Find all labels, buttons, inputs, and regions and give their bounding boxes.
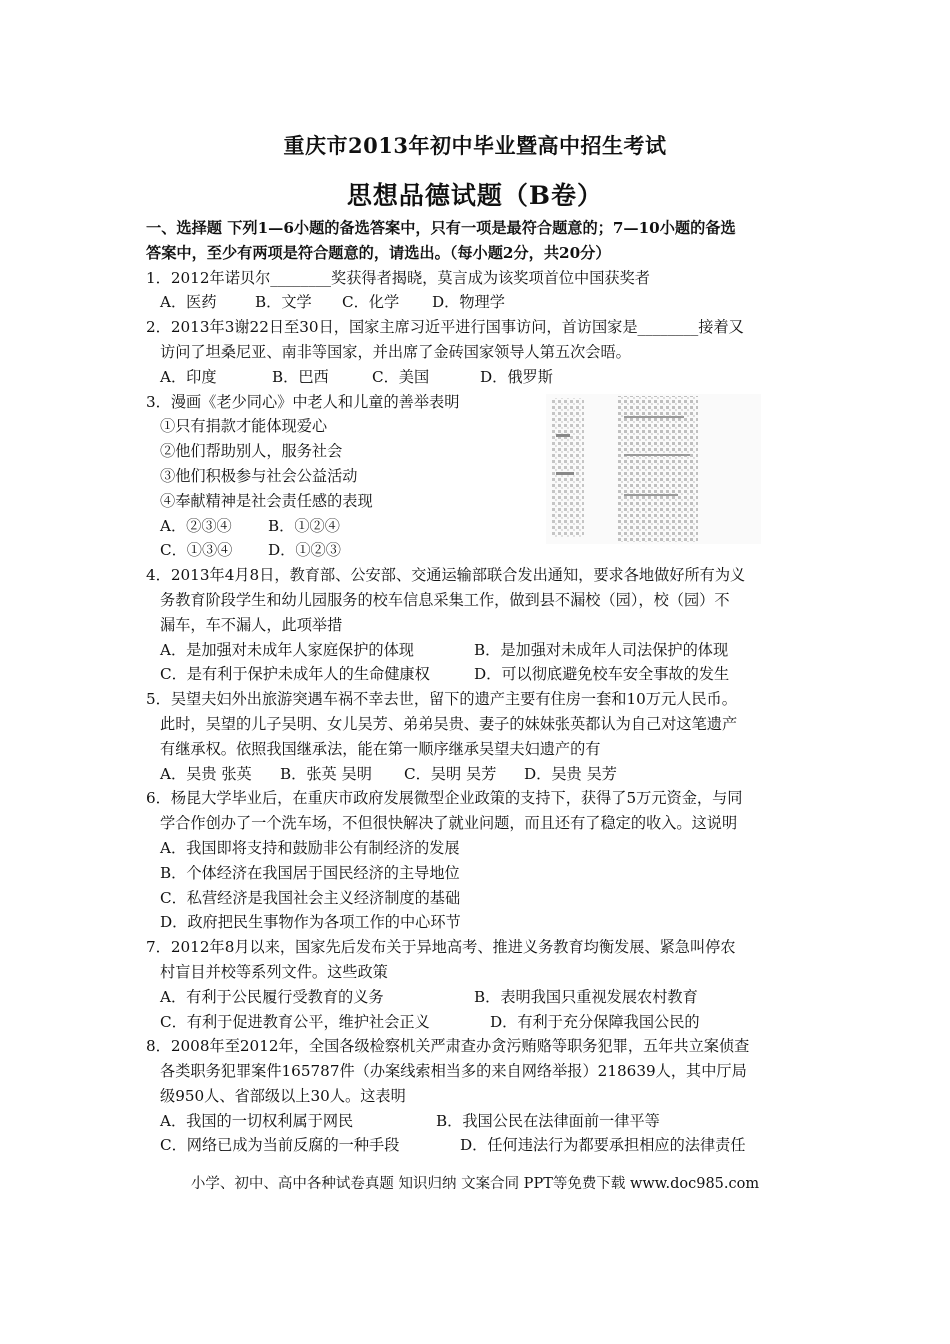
option-b: B．表明我国只重视发展农村教育 <box>474 987 698 1006</box>
question-4 <box>146 563 811 687</box>
question-6 <box>146 786 811 935</box>
question-stem: 此时，吴望的儿子吴明、女儿吴芳、弟弟吴贵、妻子的妹妹张英都认为自己对这笔遗产 <box>160 714 738 733</box>
statement-4: ④奉献精神是社会责任感的表现 <box>160 491 373 510</box>
options-row <box>146 1133 811 1158</box>
question-stem: 务教育阶段学生和幼儿园服务的校车信息采集工作，做到县不漏校（园），校（园）不 <box>160 590 730 609</box>
question-stem: 5．吴望夫妇外出旅游突遇车祸不幸去世，留下的遗产主要有住房一套和10万元人民币。 <box>146 690 737 709</box>
option-c: C．吴明 吴芳 <box>404 764 497 783</box>
options-row <box>146 662 811 687</box>
options-row <box>146 1010 811 1035</box>
option-a: A．我国即将支持和鼓励非公有制经济的发展 <box>160 838 460 857</box>
question-stem: 2．2013年3谢22日至30日，国家主席习近平进行国事访问，首访国家是________接着又 <box>146 318 744 337</box>
question-stem: 6．杨昆大学毕业后，在重庆市政府发展微型企业政策的支持下，获得了5万元资金，与同 <box>146 789 743 808</box>
option-b: B．我国公民在法律面前一律平等 <box>436 1111 660 1130</box>
option-a: A．是加强对未成年人家庭保护的体现 <box>160 640 414 659</box>
question-stem: 7．2012年8月以来，国家先后发布关于异地高考、推进义务教育均衡发展、紧急叫停农 <box>146 938 736 957</box>
option-c: C．①③④ <box>160 541 233 560</box>
question-stem: 学合作创办了一个洗车场，不但很快解决了就业问题，而且还有了稳定的收入。这说明 <box>160 814 738 833</box>
statement-3: ③他们积极参与社会公益活动 <box>160 466 358 485</box>
question-stem: 有继承权。依照我国继承法，能在第一顺序继承吴望夫妇遗产的有 <box>160 739 601 758</box>
option-b: B．文学 <box>255 293 312 312</box>
question-3 <box>146 390 811 564</box>
option-d: D．物理学 <box>432 293 505 312</box>
option-c: C．化学 <box>342 293 400 312</box>
question-stem: 8．2008年至2012年，全国各级检察机关严肃查办贪污贿赂等职务犯罪，五年共立案侦查 <box>146 1037 750 1056</box>
option-d: D．可以彻底避免校车安全事故的发生 <box>474 665 730 684</box>
option-d: D．俄罗斯 <box>480 367 553 386</box>
question-2 <box>146 315 811 389</box>
option-c: C．私营经济是我国社会主义经济制度的基础 <box>160 888 461 907</box>
option-d: D．吴贵 吴芳 <box>524 764 617 783</box>
exam-body <box>146 216 811 1158</box>
option-d: D．①②③ <box>268 541 341 560</box>
option-a: A．吴贵 张英 <box>160 764 252 783</box>
option-b: B．是加强对未成年人司法保护的体现 <box>474 640 729 659</box>
question-stem: 3．漫画《老少同心》中老人和儿童的善举表明 <box>146 392 460 411</box>
page-footer: 小学、初中、高中各种试卷真题 知识归纳 文案合同 PPT等免费下载 www.doc985.com <box>190 1176 760 1192</box>
option-d: D．政府把民生事物作为各项工作的中心环节 <box>160 913 461 932</box>
option-a: A．医药 <box>160 293 217 312</box>
exam-title: 重庆市2013年初中毕业暨高中招生考试 <box>283 133 667 158</box>
option-a: A．我国的一切权利属于网民 <box>160 1111 354 1130</box>
section-header-line-1: 一、选择题 下列1—6小题的备选答案中，只有一项是最符合题意的；7—10小题的备选 <box>146 219 736 237</box>
question-7 <box>146 935 811 1034</box>
options-row <box>146 1109 811 1134</box>
section-header-line-2: 答案中，至少有两项是符合题意的，请选出。（每小题2分，共20分） <box>146 243 611 262</box>
question-stem: 1．2012年诺贝尔________奖获得者揭晓，莫言成为该奖项首位中国获奖者 <box>146 268 650 287</box>
options-row <box>146 290 811 315</box>
options-row <box>146 762 811 787</box>
options-row <box>146 365 811 390</box>
option-a: A．②③④ <box>160 516 232 535</box>
option-c: C．是有利于保护未成年人的生命健康权 <box>160 665 430 684</box>
statement-2: ②他们帮助别人，服务社会 <box>160 442 343 461</box>
exam-subtitle: 思想品德试题（B卷） <box>346 181 604 210</box>
option-c: C．网络已成为当前反腐的一种手段 <box>160 1136 400 1155</box>
question-stem: 级950人、省部级以上30人。这表明 <box>160 1086 406 1105</box>
cartoon-image <box>546 394 761 544</box>
option-c: C．有利于促进教育公平，维护社会正义 <box>160 1012 430 1031</box>
option-c: C．美国 <box>372 367 430 386</box>
option-b: B．巴西 <box>272 367 329 386</box>
option-a: A．印度 <box>160 367 217 386</box>
question-1 <box>146 266 811 316</box>
question-5 <box>146 687 811 786</box>
question-stem: 4．2013年4月8日，教育部、公安部、交通运输部联合发出通知，要求各地做好所有为义 <box>146 566 746 585</box>
option-a: A．有利于公民履行受教育的义务 <box>160 987 384 1006</box>
option-d: D．任何违法行为都要承担相应的法律责任 <box>460 1136 746 1155</box>
question-stem: 村盲目并校等系列文件。这些政策 <box>160 962 388 981</box>
option-b: B．张英 吴明 <box>280 764 372 783</box>
question-8 <box>146 1034 811 1158</box>
option-d: D．有利于充分保障我国公民的 <box>490 1012 700 1031</box>
question-stem: 访问了坦桑尼亚、南非等国家，并出席了金砖国家领导人第五次会晤。 <box>160 342 631 361</box>
option-b: B．①②④ <box>268 516 340 535</box>
option-b: B．个体经济在我国居于国民经济的主导地位 <box>160 863 460 882</box>
options-row <box>146 638 811 663</box>
question-stem: 漏车，车不漏人，此项举措 <box>160 615 343 634</box>
question-stem: 各类职务犯罪案件165787件（办案线索相当多的来自网络举报）218639人，其中厅局 <box>160 1062 747 1081</box>
statement-1: ①只有捐款才能体现爱心 <box>160 417 328 436</box>
options-row <box>146 985 811 1010</box>
